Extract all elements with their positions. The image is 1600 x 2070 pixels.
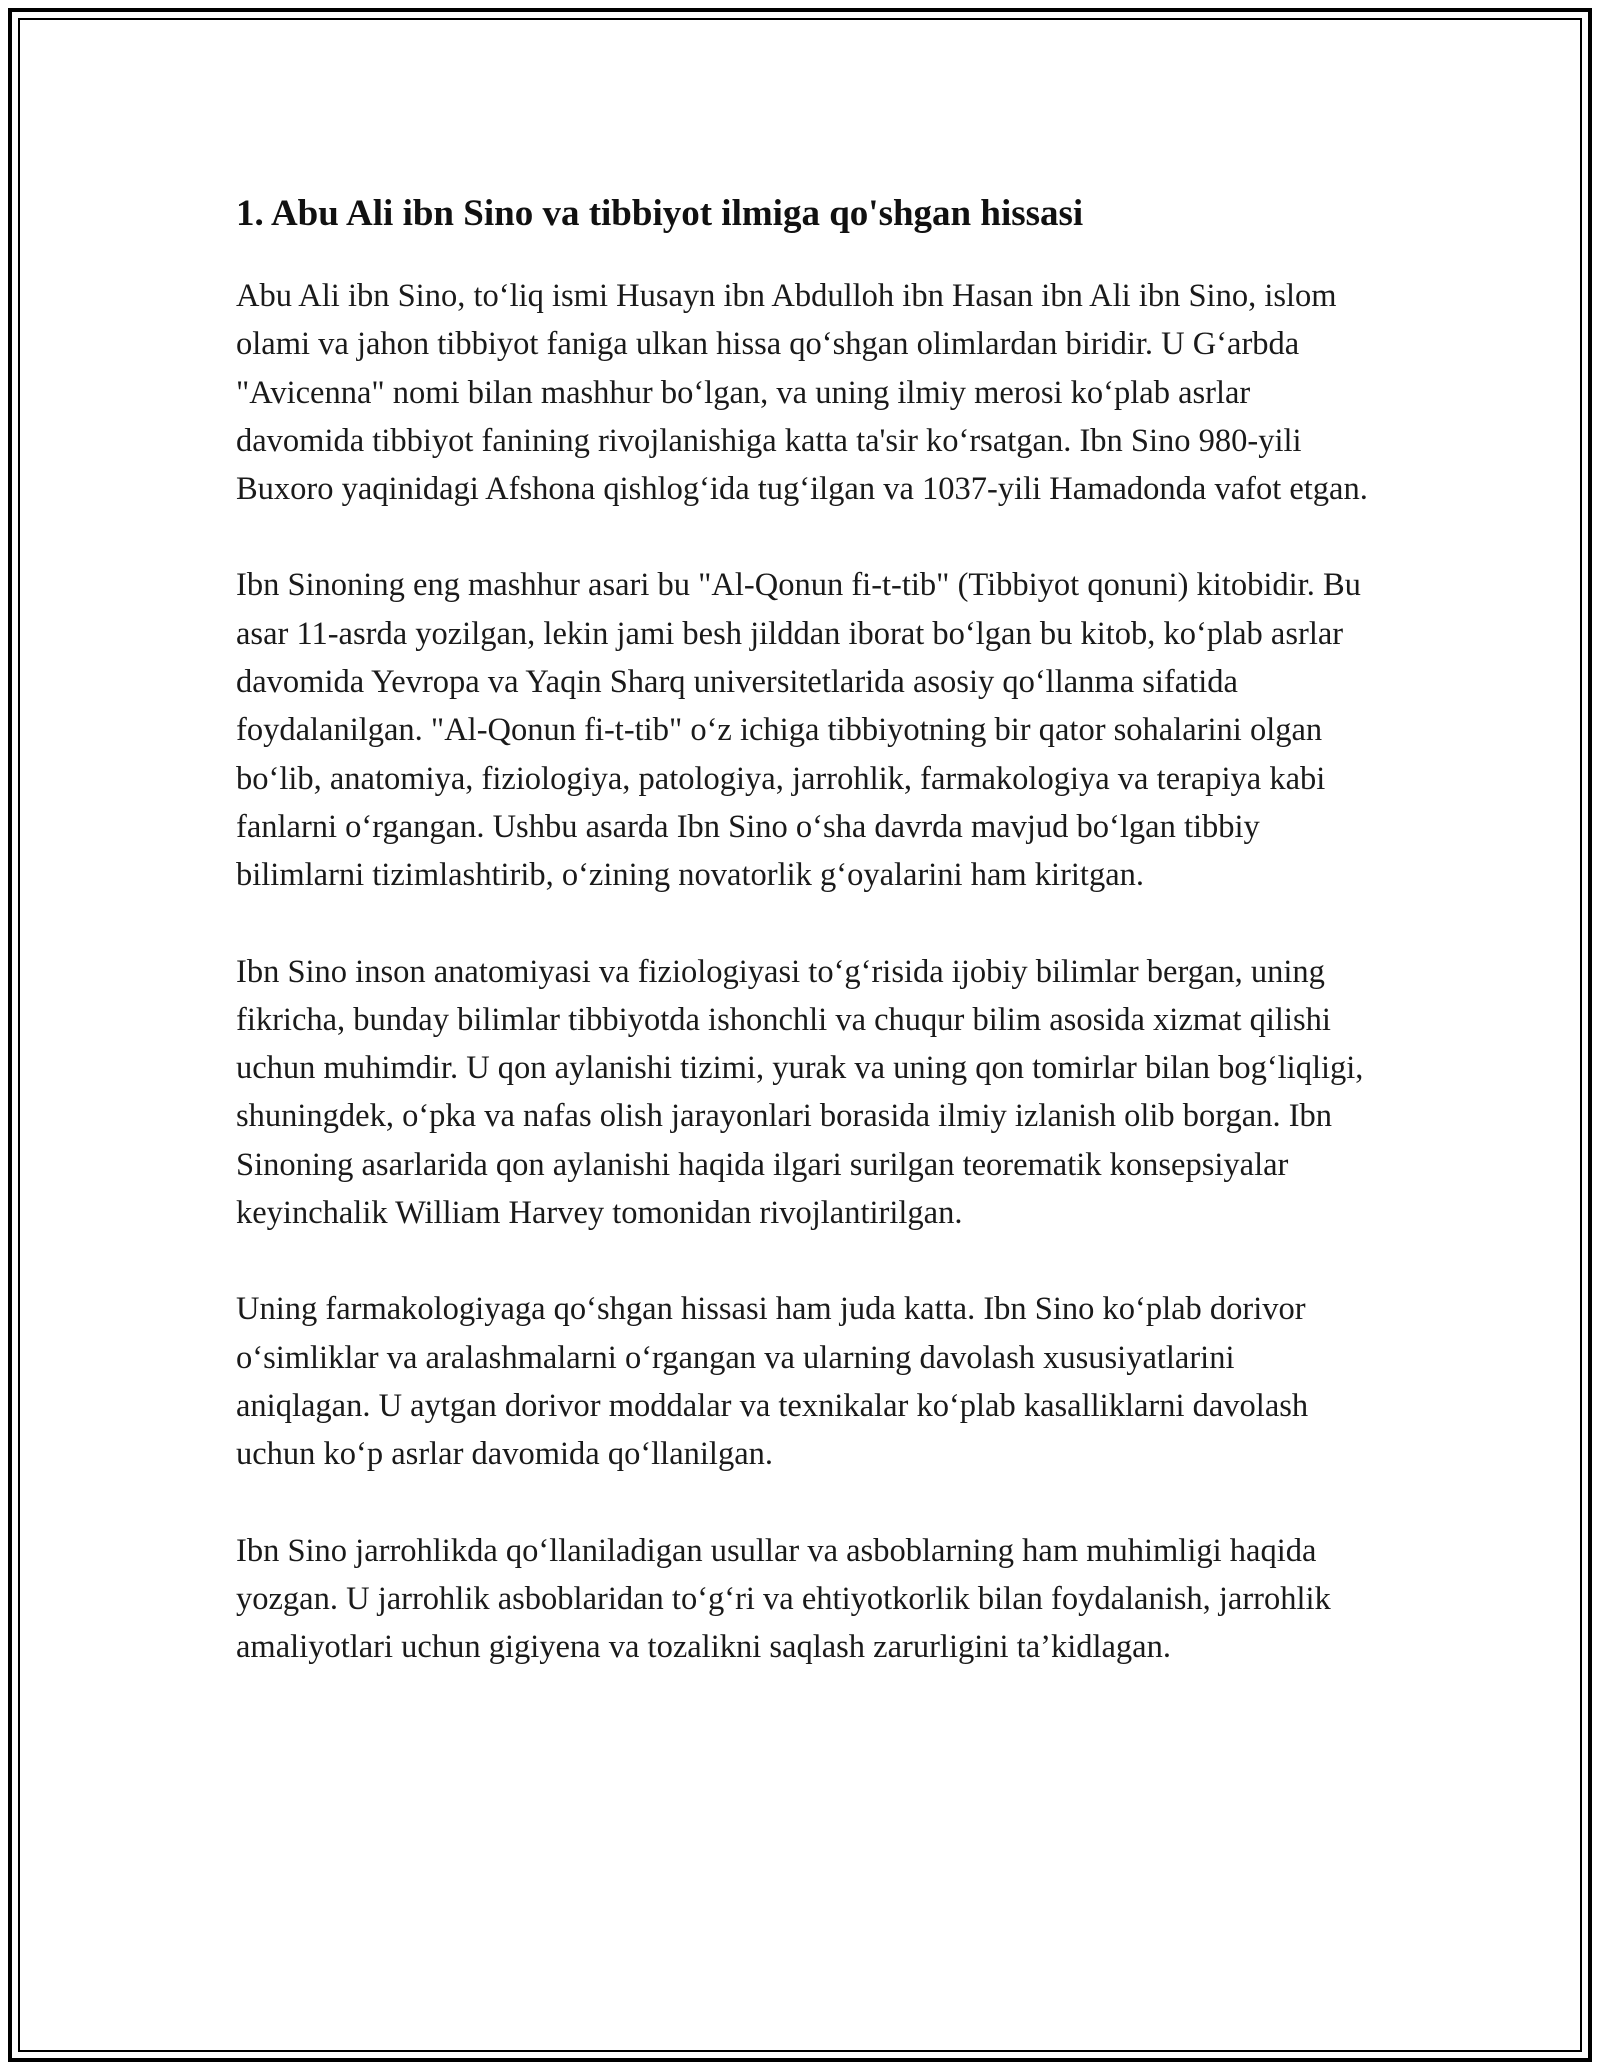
paragraph-canon-of-medicine: Ibn Sinoning eng mashhur asari bu "Al-Qonun fi-t-tib" (Tibbiyot qonuni) kitobidir. Bu asar 11-asrda yozilgan, lekin jami besh jilddan iborat bo‘lgan bu kitob, ko‘plab asrlar davomida Yevropa va Yaqin Sharq universitetlarida asosiy qo‘llanma sifatida foydalanilgan. "Al-Qonun fi-t-tib" o‘z ichiga tibbiyotning bir qator sohalarini olgan bo‘lib, anatomiya, fiziologiya, patologiya, jarrohlik, farmakologiya va terapiya kabi fanlarni o‘rgangan. Ushbu asarda Ibn Sino o‘sha davrda mavjud bo‘lgan tibbiy bilimlarni tizimlashtirib, o‘zining novatorlik g‘oyalarini ham kiritgan. bbox=[236, 567, 1361, 894]
paragraph-biography: Abu Ali ibn Sino, to‘liq ismi Husayn ibn Abdulloh ibn Hasan ibn Ali ibn Sino, islom olami va jahon tibbiyot faniga ulkan hissa qo‘shgan olimlardan biridir. U G‘arbda "Avicenna" nomi bilan mashhur bo‘lgan, va uning ilmiy merosi ko‘plab asrlar davomida tibbiyot fanining rivojlanishiga katta ta'sir ko‘rsatgan. Ibn Sino 980-yili Buxoro yaqinidagi Afshona qishlog‘ida tug‘ilgan va 1037-yili Hamadonda vafot etgan. bbox=[236, 278, 1368, 508]
paragraph-surgery: Ibn Sino jarrohlikda qo‘llaniladigan usullar va asboblarning ham muhimligi haqida yozgan. U jarrohlik asboblaridan to‘g‘ri va ehtiyotkorlik bilan foydalanish, jarrohlik amaliyotlari uchun gigiyena va tozalikni saqlash zarurligini ta’kidlagan. bbox=[236, 1532, 1331, 1666]
paragraph-pharmacology: Uning farmakologiyaga qo‘shgan hissasi ham juda katta. Ibn Sino ko‘plab dorivor o‘simliklar va aralashmalarni o‘rgangan va ularning davolash xususiyatlarini aniqlagan. U aytgan dorivor moddalar va texnikalar ko‘plab kasalliklarni davolash uchun ko‘p asrlar davomida qo‘llanilgan. bbox=[236, 1291, 1309, 1473]
section-title: 1. Abu Ali ibn Sino va tibbiyot ilmiga qo'shgan hissasi bbox=[236, 193, 1084, 234]
paragraph-anatomy-physiology: Ibn Sino inson anatomiyasi va fiziologiyasi to‘g‘risida ijobiy bilimlar bergan, uning fikricha, bunday bilimlar tibbiyotda ishonchli va chuqur bilim asosida xizmat qilishi uchun muhimdir. U qon aylanishi tizimi, yurak va uning qon tomirlar bilan bog‘liqligi, shuningdek, o‘pka va nafas olish jarayonlari borasida ilmiy izlanish olib borgan. Ibn Sinoning asarlarida qon aylanishi haqida ilgari surilgan teorematik konsepsiyalar keyinchalik William Harvey tomonidan rivojlantirilgan. bbox=[236, 953, 1364, 1232]
document-body bbox=[236, 186, 1376, 1671]
